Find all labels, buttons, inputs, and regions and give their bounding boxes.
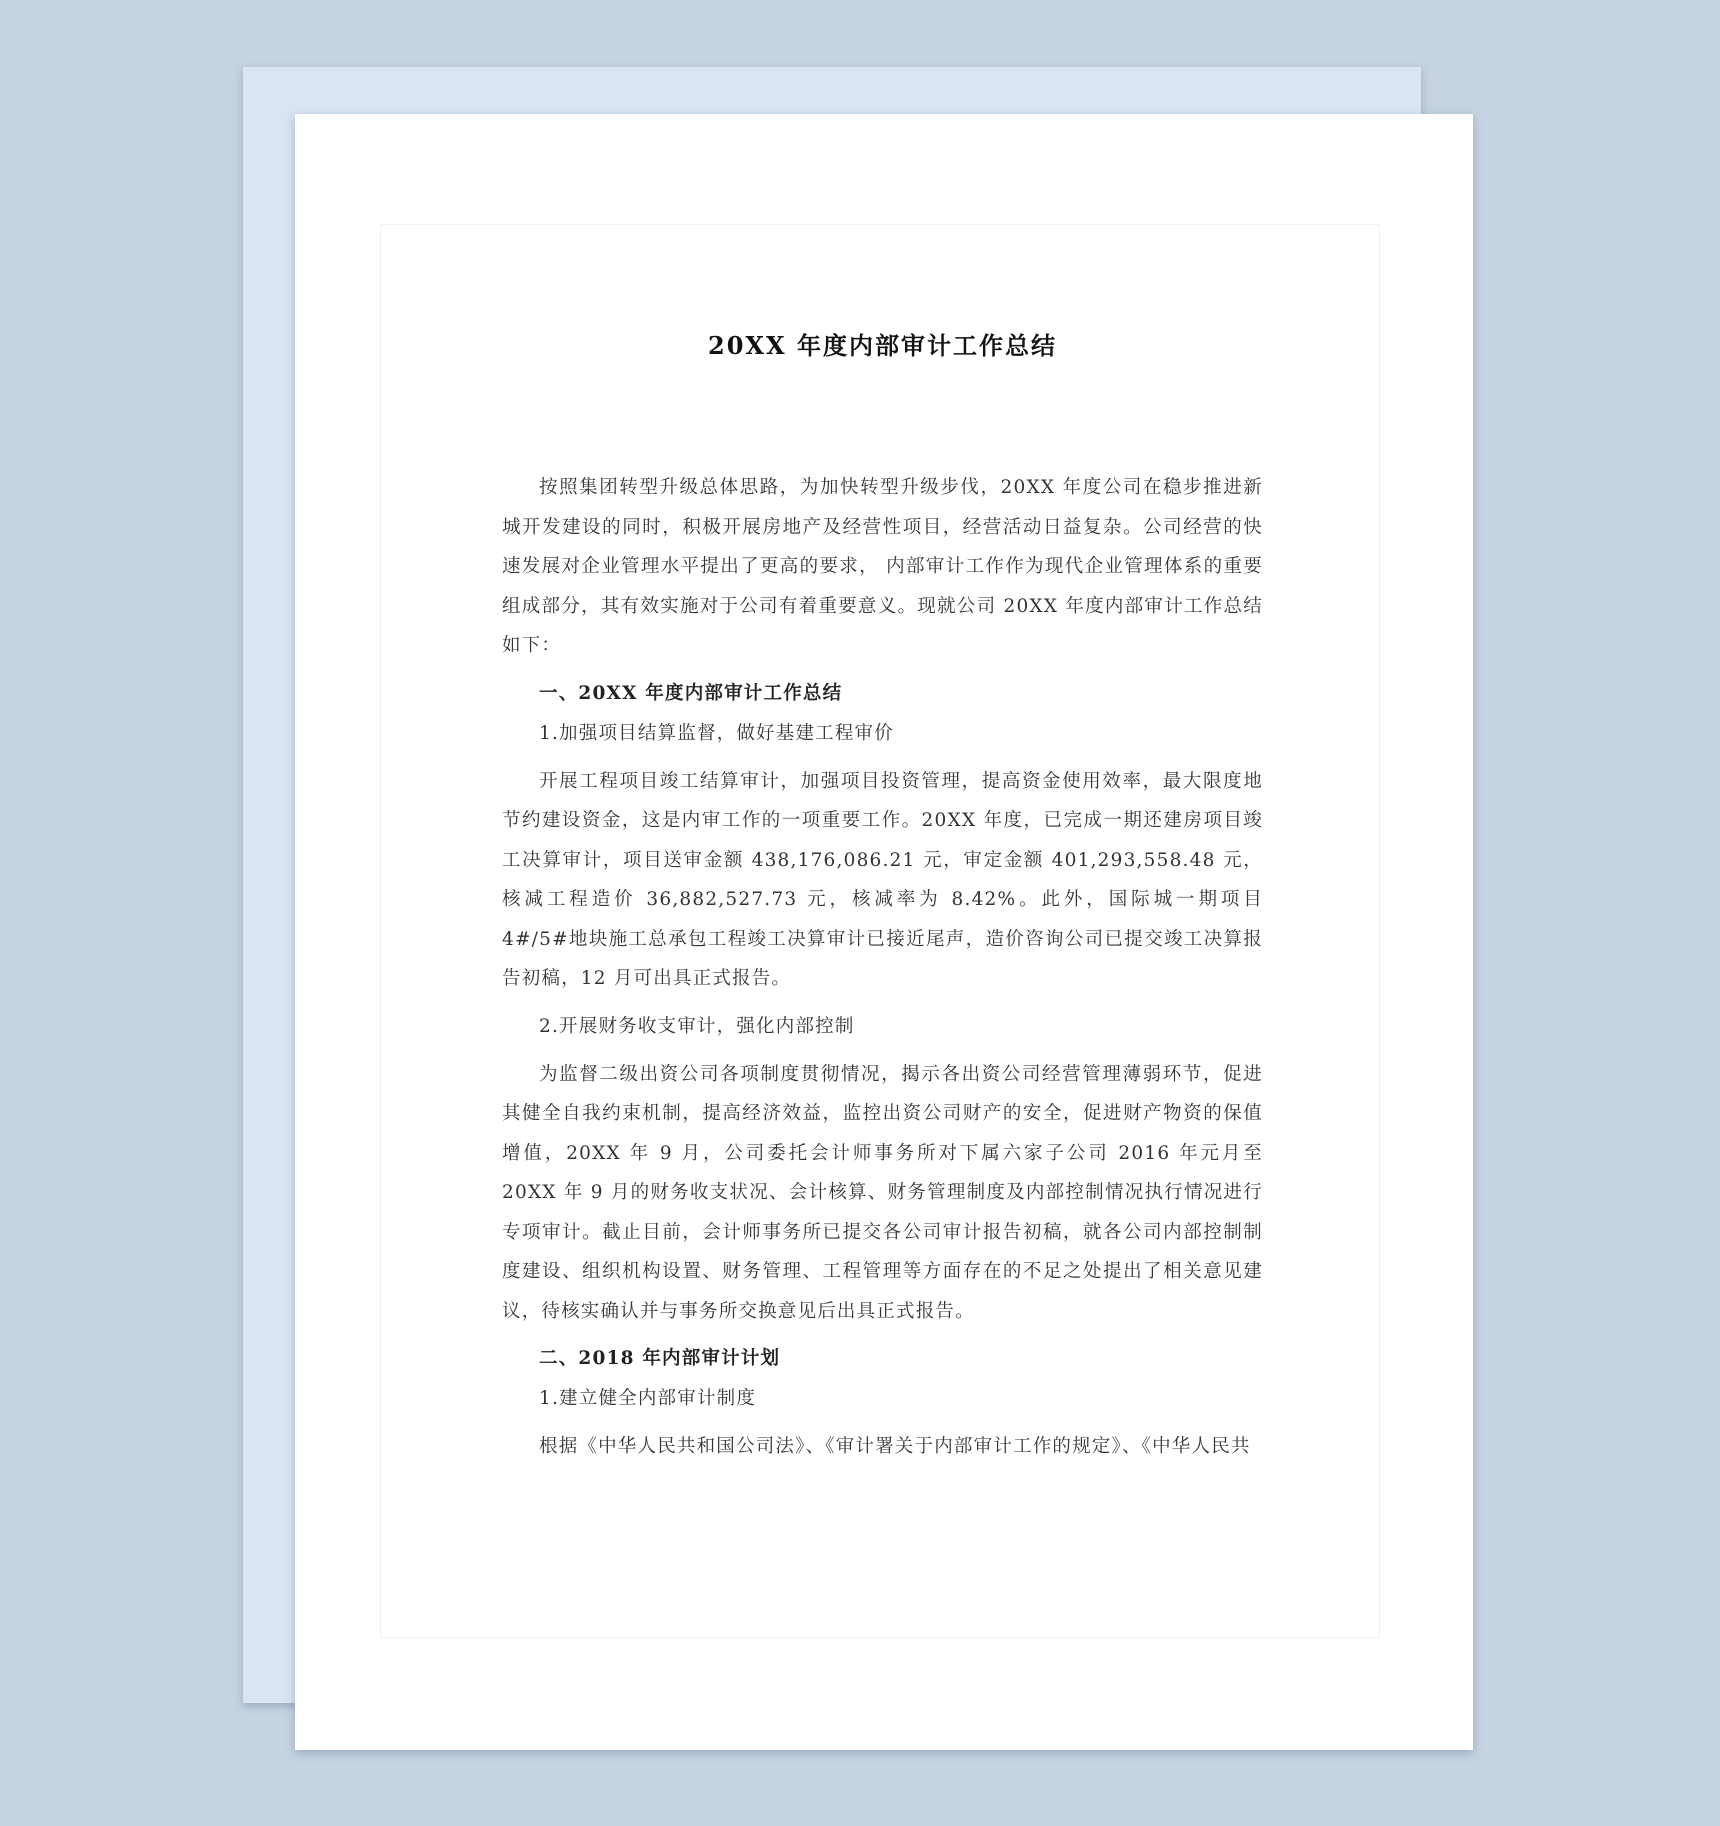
body-paragraph-project-audit: 开展工程项目竣工结算审计，加强项目投资管理，提高资金使用效率，最大限度地节约建设资金，这是内审工作的一项重要工作。20XX 年度，已完成一期还建房项目竣工决算审计，项目送审金额 438,176,086.21 元，审定金额 401,293,558.48 元，核减工程造价 36,882,527.73 元，核减率为 8.42%。此外，国际城一期项目 4#/5#地块施工总承包工程竣工决算审计已接近尾声，造价咨询公司已提交竣工决算报告初稿，12 月可出具正式报告。 <box>502 770 1263 989</box>
subsection-heading-1-1: 1.加强项目结算监督，做好基建工程审价 <box>539 722 894 744</box>
subsection-heading-1-2: 2.开展财务收支审计，强化内部控制 <box>539 1015 855 1037</box>
intro-paragraph: 按照集团转型升级总体思路，为加快转型升级步伐，20XX 年度公司在稳步推进新城开发建设的同时，积极开展房地产及经营性项目，经营活动日益复杂。公司经营的快速发展对企业管理水平提出了更高的要求， 内部审计工作作为现代企业管理体系的重要组成部分，其有效实施对于公司有着重要意义。现就公司 20XX 年度内部审计工作总结如下： <box>502 477 1263 656</box>
body-paragraph-financial-audit: 为监督二级出资公司各项制度贯彻情况，揭示各出资公司经营管理薄弱环节，促进其健全自我约束机制，提高经济效益，监控出资公司财产的安全，促进财产物资的保值增值，20XX 年 9 月，公司委托会计师事务所对下属六家子公司 2016 年元月至 20XX 年 9 月的财务收支状况、会计核算、财务管理制度及内部控制情况执行情况进行专项审计。截止目前，会计师事务所已提交各公司审计报告初稿，就各公司内部控制制度建设、组织机构设置、财务管理、工程管理等方面存在的不足之处提出了相关意见建议，待核实确认并与事务所交换意见后出具正式报告。 <box>502 1063 1263 1322</box>
body-paragraph-audit-rules: 根据《中华人民共和国公司法》、《审计署关于内部审计工作的规定》、《中华人民共 <box>539 1436 1251 1457</box>
document-page <box>295 114 1473 1750</box>
section-heading-2: 二、2018 年内部审计计划 <box>539 1348 781 1369</box>
document-body <box>502 326 1263 1467</box>
section-heading-1: 一、20XX 年度内部审计工作总结 <box>539 682 843 704</box>
document-title: 20XX 年度内部审计工作总结 <box>708 331 1057 360</box>
subsection-heading-2-1: 1.建立健全内部审计制度 <box>539 1388 757 1409</box>
